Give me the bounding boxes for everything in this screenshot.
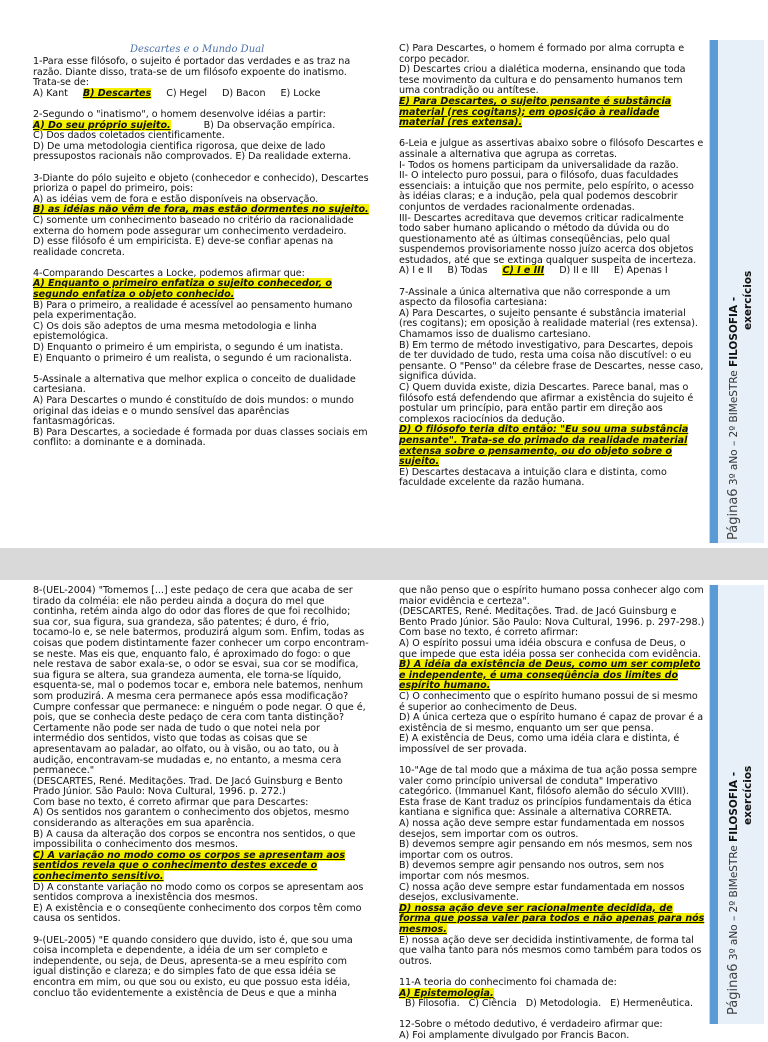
text-line: A) Para Descartes, o sujeito pensante é substância imaterial (res cogitans); em oposição à realidade material (res extensa). Chamamos isso de dualismo cartesiano. [399,307,698,341]
column-left [33,586,369,999]
answer-line [399,425,705,467]
spacer [33,925,369,936]
text-line: 6-Leia e julgue as assertivas abaixo sobre o filósofo Descartes e assinale a alternativa que agrupa as corretas. [399,138,704,160]
text-line: 7-Assinale a única alternativa que não corresponde a um aspecto da filosofia cartesiana: [399,286,671,309]
text-line: C) nossa ação deve sempre estar fundamentada em nossos desejos, exclusivamente. [399,881,685,904]
text-line: Com base no texto, é correto afirmar que para Descartes: [33,796,309,808]
text-line: 10-"Age de tal modo que a máxima de tua ação possa sempre valer como princípio universal de conduta" Imperativo categórico. (Immanuel Kant, filósofo alemão do século XVIII). [399,765,697,798]
page-label: Página [726,496,741,540]
answer-line [33,279,369,300]
answer-option: B) Da observação empírica. [170,119,336,131]
text-line: A) nossa ação deve sempre estar fundamentada em nossos desejos, sem importar com os outros. [399,818,685,840]
page-gap [0,548,768,580]
text-line: 4-Comparando Descartes a Locke, podemos afirmar que: [33,267,305,279]
sidebar-caption [726,297,741,540]
answer-option: C) Hegel [166,87,208,99]
grade-label: 3º aNo – 2º BIMeSTRe [728,370,740,486]
correct-answer: B) Descartes [82,87,152,99]
answer-option: A) I e II [399,265,433,277]
answer-options [33,89,369,100]
kind-label: exercícios [742,765,754,825]
text-line: B) devemos sempre agir pensando em nós mesmos, sem nos importar com os outros. [399,839,693,861]
text-line: A) Para Descartes o mundo é constituído de dois mundos: o mundo original das ideias e o mundo sensível das aparências fantasmagóricas. [33,395,354,428]
text-line: (DESCARTES, René. Meditações. Trad. de Jacó Guinsburg e Bento Prado Júnior. São Paulo: Nova Cultural, 1996. p. 297-298.) [399,606,705,628]
answer-line [399,989,705,1010]
answer-option: B) Filosofia. C) Ciência D) Metodologia. E) Hermenêutica. [399,998,694,1010]
text-line: 5-Assinale a alternativa que melhor explica o conceito de dualidade cartesiana. [33,373,356,396]
answer-line [399,904,705,936]
subject-label: FILOSOFIA - [728,771,740,842]
text-line: D) Descartes criou a dialética moderna, ensinando que toda tese movimento da cultura e do pensamento humanos tem uma contradição ou antítese. [399,64,686,97]
text-line: E) Descartes destacava a intuição clara e distinta, como faculdade excelente da razão humana. [399,466,667,489]
column-left [33,57,369,449]
blue-strip [710,40,718,543]
correct-answer: B) as idéias não vêm de fora, mas estão dormentes no sujeito. [33,204,369,216]
blue-strip [710,585,718,1024]
correct-answer: B) A idéia da existência de Deus, como um ser completo e independente, é uma conseqüência dos limites do espírito humano. [399,659,701,692]
correct-answer: C) I e III [502,265,545,277]
text-line: II- O intelecto puro possui, para o filósofo, duas faculdades essenciais: a intuição que nos permite, pelo espírito, o acesso às idéias claras; e a indução, pela qual podemos descobrir conjuntos de verdades racionalmente ordenadas. [399,170,694,213]
text-line: B) Em termo de método investigativo, para Descartes, depois de ter duvidado de tudo, resta uma coisa não discutível: o eu pensante. O "Penso" da célebre frase de Descartes, nesse caso, significa dúvida. [399,339,704,383]
kind-label: exercícios [742,270,754,330]
text-line: C) Os dois são adeptos de uma mesma metodologia e linha epistemológica. [33,320,317,343]
grade-label: 3º aNo – 2º BIMeSTRe [728,845,740,961]
correct-answer: A) Enquanto o primeiro enfatiza o sujeito conhecedor, o segundo enfatiza o objeto conhecido. [33,278,332,301]
text-line: Com base no texto, é correto afirmar: [399,627,579,639]
text-line: A) O espírito possui uma idéia obscura e confusa de Deus, o que impede que esta idéia possa ser conhecida com evidência. [399,637,701,660]
text-line: C) Para Descartes, o homem é formado por alma corrupta e corpo pecador. [399,43,685,65]
page-label: Página [726,971,741,1015]
correct-answer: D) O filósofo teria dito então: "Eu sou uma substância pensante". Trata-se do primado da realidade material extensa sobre o pensamento, ou do objeto sobre o sujeito. [399,424,689,468]
correct-answer: D) nossa ação deve ser racionalmente decidida, de forma que possa valer para todos e não apenas para nós mesmos. [399,902,705,935]
text-line: (DESCARTES, René. Meditações. Trad. De Jacó Guinsburg e Bento Prado Júnior. São Paulo: Nova Cultural, 1996. p. 272.) [33,775,343,798]
text-line: B) devemos sempre agir pensando nos outros, sem nos importar com nós mesmos. [399,860,665,883]
page-title: Descartes e o Mundo Dual [130,44,265,55]
text-line: I- Todos os homens participam da universalidade da razão. [399,159,679,171]
text-line: 1-Para esse filósofo, o sujeito é portador das verdades e as traz na razão. Diante disso, trata-se de um filósofo expoente do inatismo. Trata-se de: [33,56,351,89]
column-right [399,586,705,1042]
text-line: D) De uma metodologia cientifica rigorosa, que deixe de lado pressupostos racionais não comprovados. E) Da realidade externa. [33,140,352,163]
text-line: 3-Diante do pólo sujeito e objeto (conhecedor e conhecido), Descartes prioriza o papel do primeiro, pois: [33,172,369,195]
sidebar-tab [709,585,764,1024]
sidebar-tab [709,40,764,543]
text-line: E) A existência de Deus, como uma idéia clara e distinta, é impossível de ser provada. [399,733,680,755]
text-line: A) as idéias vem de fora e estão disponíveis na observação. [33,193,319,205]
text-line: E) nossa ação deve ser decidida instintivamente, de forma tal que valha tanto para nós mesmos como também para todos os outros. [399,934,702,967]
answer-option: E) Apenas I [613,265,668,277]
answer-option: B) Todas [447,265,488,277]
text-line: que não penso que o espírito humano possa conhecer algo com maior evidência e certeza". [399,585,704,607]
answer-option: D) Bacon [222,87,266,99]
sidebar-caption [726,772,741,1015]
text-line: C) Dos dados coletados cientificamente. [33,130,225,142]
column-right [399,44,705,489]
text-line: E) Enquanto o primeiro é um realista, o segundo é um racionalista. [33,352,352,364]
text-line: D) Enquanto o primeiro é um empirista, o segundo é um inatista. [33,342,344,354]
answer-option: A) Kant [33,87,68,99]
answer-line [399,97,705,129]
text-line: C) Quem duvida existe, dizia Descartes. Parece banal, mas o filósofo está defendendo que afirmar a existência do sujeito é postular um princípio, para então partir em direção aos complexos raciocínios da dedução. [399,382,694,425]
text-line: B) Para o primeiro, a realidade é acessível ao pensamento humano pela experimentação. [33,299,353,322]
page-bottom [0,580,768,1041]
correct-answer: A) Do seu próprio sujeito. [33,119,171,131]
text-line: B) A causa da alteração dos corpos se encontra nos sentidos, o que impossibilita o conhecimento dos mesmos. [33,828,356,851]
text-line: A) Foi amplamente divulgado por Francis Bacon. [399,1029,630,1041]
text-line: 8-(UEL-2004) "Tomemos [...] este pedaço de cera que acaba de ser tirado da colméia: ele não perdeu ainda a doçura do mel que continha, retém ainda algo do odor das flores de que foi recolhido; sua cor, sua figura, sua grandeza, são patentes; é duro, é frio, tocamo-lo e, se nele batermos, produzirá algum som. Enfim, todas as coisas que podem distintamente fazer conhecer um corpo encontram-se neste. Mas eis que, enquanto falo, é aproximado do fogo: o que nele restava de sabor exala-se, o odor se esvai, sua cor se modifica, sua figura se altera, sua grandeza aumenta, ele torna-se líquido, esquenta-se, mal o podemos tocar e, embora nele batemos, nenhum som produzirá. A mesma cera permanece após essa modificação? Cumpre confessar que permanece: e ninguém o pode negar. O que é, pois, que se conhecia deste pedaço de cera com tanta distinção? Certamente não pode ser nada de tudo o que notei nela por intermédio dos sentidos, visto que todas as coisas que se apresentavam ao paladar, ao olfato, ou à visão, ou ao tato, ou à audição, encontravam-se mudadas e, no entanto, a mesma cera permanece." [33,585,369,777]
text-line: Esta frase de Kant traduz os princípios fundamentais da ética kantiana e significa que: Assinale a alternativa CORRETA. [399,796,692,819]
subject-label: FILOSOFIA - [728,296,740,367]
text-line: III- Descartes acreditava que devemos criticar radicalmente todo saber humano aplicando o método da dúvida ou do questionamento até as últimas conseqüências, pelo qual suspendemos provisoriamente nosso juízo acerca dos objetos estudados, até que se extinga qualquer suspeita de incerteza. [399,212,697,266]
text-line: C) O conhecimento que o espírito humano possui de si mesmo é superior ao conhecimento de Deus. [399,690,698,713]
answer-option: E) Locke [280,87,321,99]
text-line: D) A constante variação no modo como os corpos se apresentam aos sentidos comprova a inexistência dos mesmos. [33,881,364,904]
text-line: E) A existência e o conseqüente conhecimento dos corpos têm como causa os sentidos. [33,902,362,925]
text-line: D) A única certeza que o espírito humano é capaz de provar é a existência de si mesmo, enquanto um ser que pensa. [399,712,704,734]
correct-answer: A) Epistemologia. [399,987,494,999]
text-line: 2-Segundo o "inatismo", o homem desenvolve idéias a partir: [33,108,326,120]
text-line: 9-(UEL-2005) "E quando considero que duvido, isto é, que sou uma coisa incompleta e dependente, a idéia de um ser completo e independente, ou seja, de Deus, apresenta-se a meu espírito com igual distinção e clareza; e do simples fato de que essa idéia se encontra em mim, ou que sou ou existo, eu que possuo esta idéia, concluo tão evidentemente a existência de Deus e que a minha [33,934,353,999]
correct-answer: C) A variação no modo como os corpos se apresentam aos sentidos revela que o conhecimento destes excede o conhecimento sensitivo. [33,849,346,883]
correct-answer: E) Para Descartes, o sujeito pensante é substância material (res cogitans); em oposição à realidade material (res extensa). [399,95,672,129]
answer-option: D) II e III [559,265,599,277]
text-line: 11-A teoria do conhecimento foi chamada de: [399,976,617,988]
spacer [33,163,369,174]
answer-line [399,660,705,692]
text-line: B) Para Descartes, a sociedade é formada por duas classes sociais em conflito: a dominante e a dominada. [33,426,368,449]
answer-line [33,851,369,883]
text-line: A) Os sentidos nos garantem o conhecimento dos objetos, mesmo considerando as alterações em sua aparência. [33,807,350,830]
text-line: 12-Sobre o método dedutivo, é verdadeiro afirmar que: [399,1019,663,1031]
text-line: D) esse filósofo é um empiricista. E) deve-se confiar apenas na realidade concreta. [33,236,334,258]
text-line: C) somente um conhecimento baseado no critério da racionalidade externa do homem pode assegurar um conhecimento verdadeiro. [33,214,354,237]
page-number: 6 [726,488,741,497]
page-number: 6 [726,963,741,972]
answer-options [399,266,705,277]
